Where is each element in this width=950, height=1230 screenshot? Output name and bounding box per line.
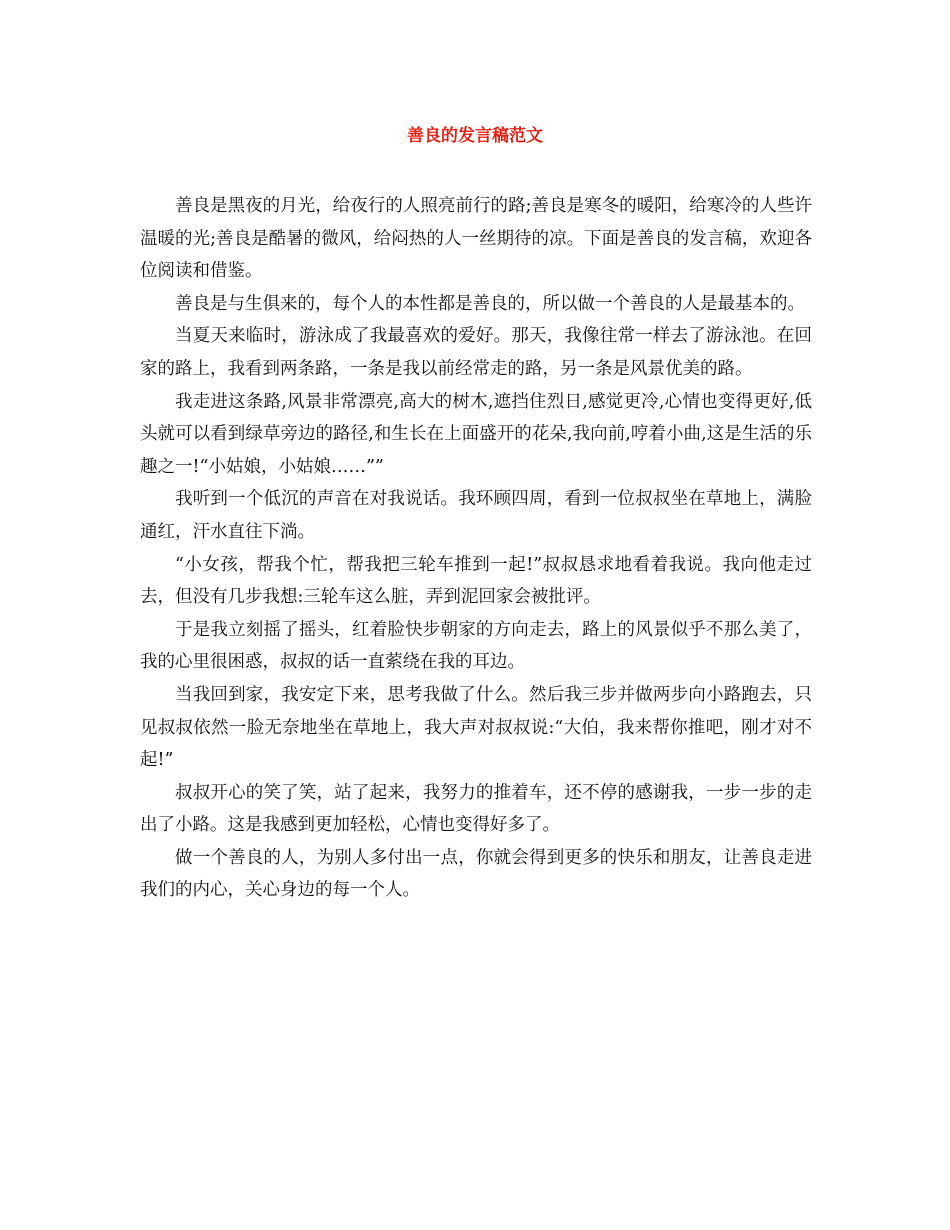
document-title: 善良的发言稿范文 — [407, 126, 543, 146]
paragraph-3: 当夏天来临时，游泳成了我最喜欢的爱好。那天，我像往常一样去了游泳池。在回家的路上，我看到两条路，一条是我以前经常走的路，另一条是风景优美的路。 — [140, 326, 812, 379]
paragraph-9: 叔叔开心的笑了笑，站了起来，我努力的推着车，还不停的感谢我，一步一步的走出了小路。这是我感到更加轻松，心情也变得好多了。 — [140, 782, 812, 836]
paragraph-10: 做一个善良的人，为别人多付出一点，你就会得到更多的快乐和朋友，让善良走进我们的内心，关心身边的每一个人。 — [140, 847, 812, 901]
document-body — [140, 190, 812, 907]
paragraph-1: 善良是黑夜的月光，给夜行的人照亮前行的路;善良是寒冬的暖阳，给寒冷的人些许温暖的光;善良是酷暑的微风，给闷热的人一丝期待的凉。下面是善良的发言稿，欢迎各位阅读和借鉴。 — [140, 196, 812, 282]
paragraph-4: 我走进这条路,风景非常漂亮,高大的树木,遮挡住烈日,感觉更冷,心情也变得更好,低头就可以看到绿草旁边的路径,和生长在上面盛开的花朵,我向前,哼着小曲,这是生活的乐趣之一!“小姑娘，小姑娘……”” — [140, 391, 812, 477]
paragraph-5: 我听到一个低沉的声音在对我说话。我环顾四周，看到一位叔叔坐在草地上，满脸通红，汗水直往下淌。 — [140, 489, 812, 542]
paragraph-6: “小女孩，帮我个忙，帮我把三轮车推到一起!”叔叔恳求地看着我说。我向他走过去，但没有几步我想:三轮车这么脏，弄到泥回家会被批评。 — [140, 554, 812, 608]
paragraph-8: 当我回到家，我安定下来，思考我做了什么。然后我三步并做两步向小路跑去，只见叔叔依然一脸无奈地坐在草地上，我大声对叔叔说:“大伯，我来帮你推吧，刚才对不起!” — [140, 684, 812, 771]
paragraph-2: 善良是与生俱来的，每个人的本性都是善良的，所以做一个善良的人是最基本的。 — [175, 293, 805, 314]
paragraph-7: 于是我立刻摇了摇头，红着脸快步朝家的方向走去，路上的风景似乎不那么美了，我的心里很困惑，叔叔的话一直萦绕在我的耳边。 — [140, 619, 812, 673]
